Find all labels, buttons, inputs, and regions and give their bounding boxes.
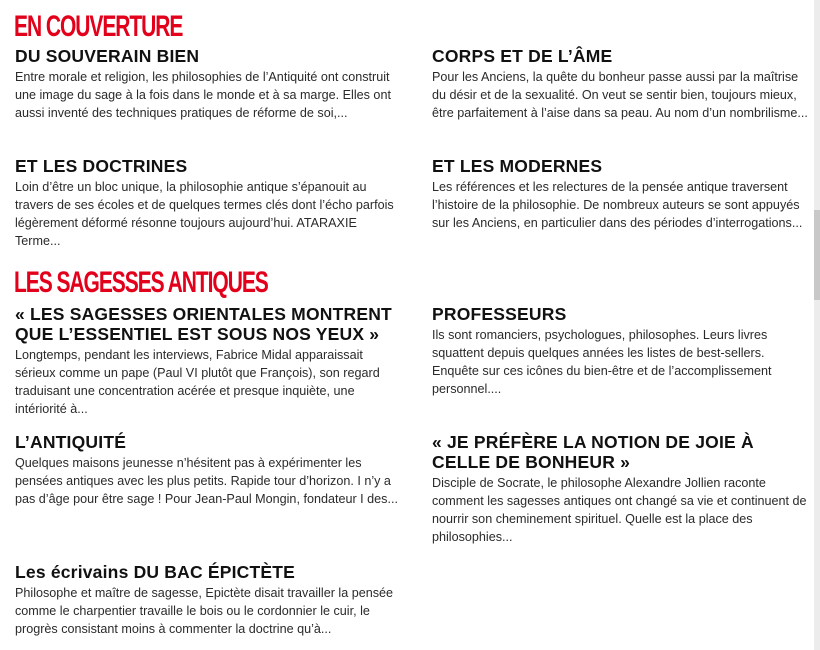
article-card-sagesses-orientales[interactable] bbox=[15, 304, 405, 418]
article-title[interactable]: ET LES DOCTRINES bbox=[15, 156, 188, 176]
page-scrollbar[interactable] bbox=[814, 0, 820, 650]
article-excerpt: Disciple de Socrate, le philosophe Alexandre Jollien raconte comment les sagesses antiques ont changé sa vie et continuent de nourrir son cheminement spirituel. Quelle est la place des philosophies... bbox=[432, 476, 807, 544]
article-excerpt: Philosophe et maître de sagesse, Epictète disait travailler la pensée comme le charpentier travaille le bois ou le cordonnier le cuir, le progrès consistant moins à commenter la doctrine qu’à... bbox=[15, 586, 394, 636]
section-title-en-couverture: EN COUVERTURE bbox=[14, 10, 183, 43]
article-title[interactable]: Les écrivains DU BAC ÉPICTÈTE bbox=[15, 562, 296, 582]
article-card-joie-bonheur[interactable] bbox=[432, 432, 812, 546]
article-title[interactable]: « JE PRÉFÈRE LA NOTION DE JOIE À CELLE DE BONHEUR » bbox=[432, 432, 754, 472]
article-excerpt: Pour les Anciens, la quête du bonheur passe aussi par la maîtrise du désir et de la sexualité. On veut se sentir bien, toujours mieux, être parfaitement à l’aise dans sa peau. Au nom d’un nombrilisme... bbox=[432, 70, 808, 120]
article-excerpt: Longtemps, pendant les interviews, Fabrice Midal apparaissait sérieux comme un pape (Paul VI plutôt que François), son regard traduisant une concentration acérée et presque inquiète, une intériorité à... bbox=[15, 348, 380, 416]
article-excerpt: Loin d’être un bloc unique, la philosophie antique s’épanouit au travers de ses écoles et de quelques termes clés dont l’écho parfois légèrement déformé résonne toujours aujourd’hui. ATARAXIE Terme... bbox=[15, 180, 394, 248]
scrollbar-thumb[interactable] bbox=[814, 210, 820, 300]
article-card-professeurs[interactable] bbox=[432, 304, 812, 398]
article-card-modernes[interactable] bbox=[432, 156, 812, 232]
article-excerpt: Ils sont romanciers, psychologues, philosophes. Leurs livres squattent depuis quelques années les listes de best-sellers. Enquête sur ces icônes du bien-être et de l’accomplissement personnel.... bbox=[432, 328, 772, 396]
article-title[interactable]: ET LES MODERNES bbox=[432, 156, 603, 176]
article-title[interactable]: DU SOUVERAIN BIEN bbox=[15, 46, 200, 66]
article-excerpt: Quelques maisons jeunesse n’hésitent pas à expérimenter les pensées antiques avec les plus petits. Rapide tour d’horizon. I n’y a pas d’âge pour être sage ! Pour Jean-Paul Mongin, fondateur I des... bbox=[15, 456, 398, 506]
article-card-doctrines[interactable] bbox=[15, 156, 405, 250]
article-title[interactable]: PROFESSEURS bbox=[432, 304, 567, 324]
article-title[interactable]: CORPS ET DE L’ÂME bbox=[432, 46, 613, 66]
article-card-antiquite[interactable] bbox=[15, 432, 405, 508]
article-excerpt: Entre morale et religion, les philosophies de l’Antiquité ont construit une image du sage à la fois dans le monde et à sa marge. Elles ont aussi inventé des techniques pratiques de réforme de soi,... bbox=[15, 70, 391, 120]
article-card-souverain-bien[interactable] bbox=[15, 46, 405, 122]
article-card-corps-ame[interactable] bbox=[432, 46, 812, 122]
article-card-epictete[interactable] bbox=[15, 562, 405, 638]
section-title-sagesses-antiques: LES SAGESSES ANTIQUES bbox=[14, 266, 268, 299]
article-title[interactable]: « LES SAGESSES ORIENTALES MONTRENT QUE L’ESSENTIEL EST SOUS NOS YEUX » bbox=[15, 304, 392, 344]
article-title[interactable]: L’ANTIQUITÉ bbox=[15, 432, 127, 452]
article-excerpt: Les références et les relectures de la pensée antique traversent l’histoire de la philosophie. De nombreux auteurs se sont appuyés sur les Anciens, en particulier dans des périodes d’interrogations... bbox=[432, 180, 803, 230]
